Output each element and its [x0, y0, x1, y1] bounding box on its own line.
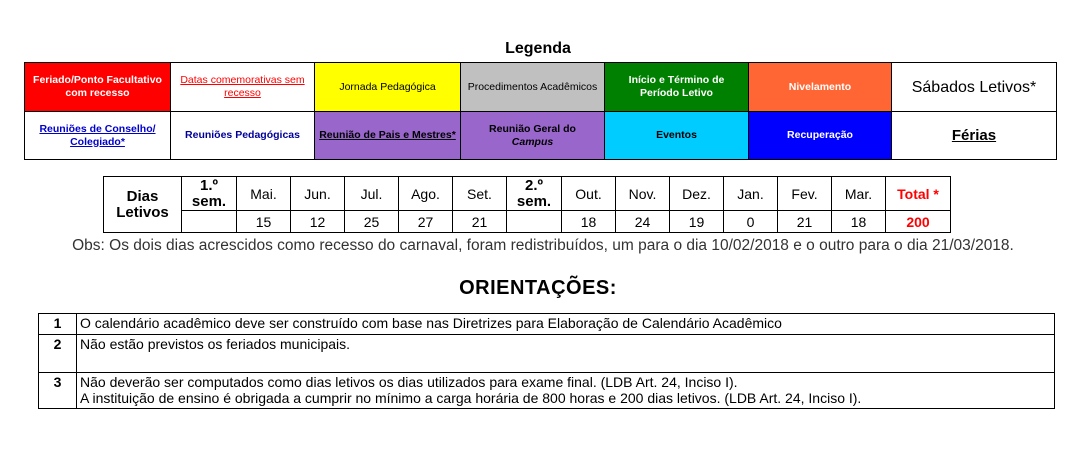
month-value: 12 — [291, 211, 345, 233]
total-label: Total * — [886, 177, 951, 211]
month-value: 18 — [832, 211, 886, 233]
sem2-label: 2.º sem. — [507, 177, 562, 211]
month-value: 27 — [399, 211, 453, 233]
month-header: Ago. — [399, 177, 453, 211]
month-header: Jan. — [724, 177, 778, 211]
legend-sabados-letivos: Sábados Letivos* — [892, 63, 1057, 112]
legend-eventos: Eventos — [605, 112, 749, 160]
total-value: 200 — [886, 211, 951, 233]
month-header: Out. — [562, 177, 616, 211]
month-value: 24 — [616, 211, 670, 233]
month-value: 21 — [778, 211, 832, 233]
legend-procedimentos-academicos: Procedimentos Acadêmicos — [461, 63, 605, 112]
month-header: Jul. — [345, 177, 399, 211]
month-value: 25 — [345, 211, 399, 233]
month-header: Nov. — [616, 177, 670, 211]
obs-note: Obs: Os dois dias acrescidos como recesso do carnaval, foram redistribuídos, um para o dia 10/02/2018 e o outro para o dia 21/03/2018. — [72, 237, 1014, 254]
note-number: 1 — [39, 314, 77, 335]
month-value: 0 — [724, 211, 778, 233]
legend-jornada-pedagogica: Jornada Pedagógica — [315, 63, 461, 112]
legend-reunioes-conselho: Reuniões de Conselho/ Colegiado* — [25, 112, 171, 160]
month-value: 15 — [237, 211, 291, 233]
note-text: Não estão previstos os feriados municipais. — [77, 335, 1055, 373]
legend-reuniao-geral-label: Reunião Geral do — [489, 122, 576, 135]
note-text-multi — [77, 373, 1055, 409]
legend-reuniao-geral — [461, 112, 605, 160]
orientacoes-table — [38, 313, 1055, 409]
legend-ferias: Férias — [892, 112, 1057, 160]
note-text-line2: A instituição de ensino é obrigada a cumprir no mínimo a carga horária de 800 horas e 200 dias letivos. (LDB Art. 24, Inciso I). — [80, 390, 862, 406]
sem2-spacer — [507, 211, 562, 233]
month-header: Mai. — [237, 177, 291, 211]
month-header: Fev. — [778, 177, 832, 211]
note-number: 2 — [39, 335, 77, 373]
legend-reuniao-geral-campus: Campus — [511, 135, 554, 148]
sem1-label: 1.º sem. — [182, 177, 237, 211]
note-text-line1: Não deverão ser computados como dias letivos os dias utilizados para exame final. (LDB Art. 24, Inciso I). — [80, 374, 738, 390]
legend-feriado: Feriado/Ponto Facultativo com recesso — [25, 63, 171, 112]
month-header: Mar. — [832, 177, 886, 211]
legend-title: Legenda — [505, 40, 571, 57]
days-table — [103, 176, 951, 233]
legend-reuniao-pais: Reunião de Pais e Mestres* — [315, 112, 461, 160]
month-value: 21 — [453, 211, 507, 233]
month-header: Dez. — [670, 177, 724, 211]
days-label: Dias Letivos — [104, 177, 182, 233]
legend-inicio-termino: Início e Término de Período Letivo — [605, 63, 749, 112]
month-value: 19 — [670, 211, 724, 233]
month-header: Jun. — [291, 177, 345, 211]
sem1-spacer — [182, 211, 237, 233]
month-value: 18 — [562, 211, 616, 233]
month-header: Set. — [453, 177, 507, 211]
legend-table — [24, 62, 1057, 160]
legend-reunioes-pedagogicas: Reuniões Pedagógicas — [171, 112, 315, 160]
legend-recuperacao: Recuperação — [749, 112, 892, 160]
orientacoes-title: ORIENTAÇÕES: — [459, 277, 617, 299]
legend-nivelamento: Nivelamento — [749, 63, 892, 112]
note-text: O calendário acadêmico deve ser construído com base nas Diretrizes para Elaboração de Calendário Acadêmico — [77, 314, 1055, 335]
note-number: 3 — [39, 373, 77, 409]
legend-datas-comemorativas: Datas comemorativas sem recesso — [171, 63, 315, 112]
